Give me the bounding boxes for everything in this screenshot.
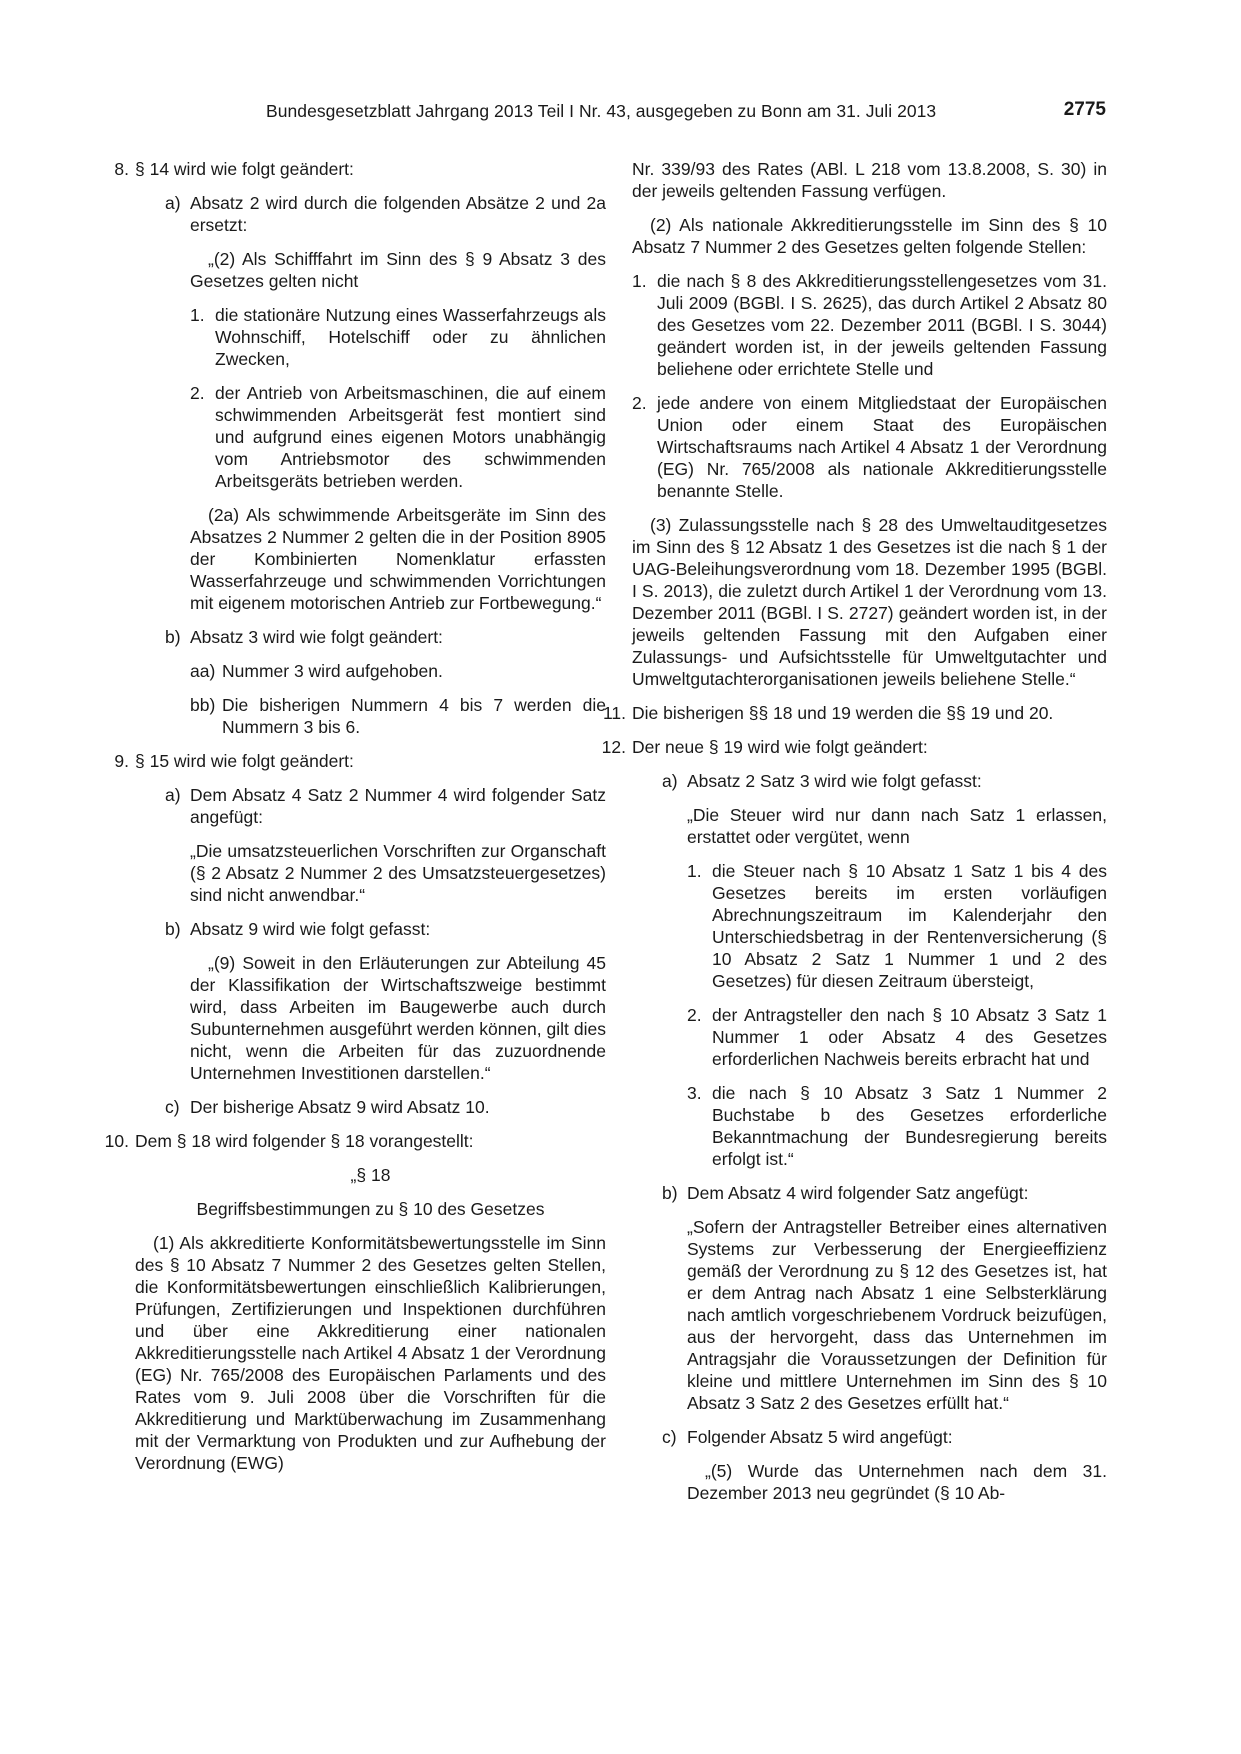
- list-item-12a-2: [687, 1004, 1107, 1070]
- item-text: Die bisherigen §§ 18 und 19 werden die §§ 19 und 20.: [632, 703, 1054, 723]
- section-heading: Begriffsbestimmungen zu § 10 des Gesetzes: [196, 1199, 545, 1219]
- item-label: a): [165, 785, 181, 805]
- section-number: „§ 18: [350, 1165, 391, 1185]
- paragraph-continuation: Nr. 339/93 des Rates (ABl. L 218 vom 13.8.2008, S. 30) in der jeweils geltenden Fassung verfügen.: [632, 159, 1107, 201]
- item-label: 1.: [190, 305, 205, 325]
- item-text: der Antrieb von Arbeitsmaschinen, die auf einem schwimmenden Arbeitsgerät fest montiert sind und aufgrund eines eigenen Motors unabhängig vom Antriebsmotor des schwimmenden Arbeitsgeräts betrieben werden.: [215, 383, 606, 491]
- item-label: 11.: [602, 703, 626, 723]
- item-label: a): [662, 771, 678, 791]
- item-text: der Antragsteller den nach § 10 Absatz 3 Satz 1 Nummer 1 oder Absatz 4 des Gesetzes erforderlichen Nachweis bereits erbracht hat und: [712, 1005, 1107, 1069]
- page-header: [266, 101, 1106, 127]
- list-item-9b: [165, 918, 606, 940]
- list-item-12a: [662, 770, 1107, 792]
- item-label: b): [165, 919, 181, 939]
- item-label: 10.: [104, 1131, 129, 1151]
- item-label: 1.: [687, 861, 702, 881]
- quoted-paragraph: „Die umsatzsteuerlichen Vorschriften zur Organschaft (§ 2 Absatz 2 Nummer 2 des Umsatzsteuergesetzes) sind nicht anwendbar.“: [190, 841, 606, 905]
- item-text: jede andere von einem Mitgliedstaat der Europäischen Union oder einem Staat des Europäischen Wirtschaftsraums nach Artikel 4 Absatz 1 der Verordnung (EG) Nr. 765/2008 als nationale Akkreditierungsstelle benannte Stelle.: [657, 393, 1107, 501]
- paragraph: (3) Zulassungsstelle nach § 28 des Umweltauditgesetzes im Sinn des § 12 Absatz 1 des Gesetzes ist die nach § 1 der UAG-Beleihungsverordnung vom 18. Dezember 1995 (BGBl. I S. 2013), die zuletzt durch Artikel 1 der Verordnung vom 13. Dezember 2011 (BGBl. I S. 2727) geändert worden ist, in der jeweils geltenden Fassung mit den Aufgaben einer Zulassungs- und Aufsichtsstelle für Umweltgutachter und Umweltgutachterorganisationen jeweils beliehene Stelle.“: [632, 515, 1107, 689]
- quoted-paragraph: „Die Steuer wird nur dann nach Satz 1 erlassen, erstattet oder vergütet, wenn: [687, 805, 1107, 847]
- item-label: 2.: [190, 383, 205, 403]
- list-item-12: [601, 736, 1107, 758]
- item-text: die nach § 8 des Akkreditierungsstellengesetzes vom 31. Juli 2009 (BGBl. I S. 2625), das durch Artikel 2 Absatz 80 des Gesetzes vom 22. Dezember 2011 (BGBl. I S. 3044) geändert worden ist, in der jeweils geltenden Fassung beliehene oder errichtete Stelle und: [657, 271, 1107, 379]
- list-item-9c: [165, 1096, 606, 1118]
- list-item-2-2: [632, 392, 1107, 502]
- list-item-8a: [165, 192, 606, 236]
- list-item-11: [602, 702, 1107, 724]
- item-text: Absatz 9 wird wie folgt gefasst:: [190, 919, 431, 939]
- item-text: Folgender Absatz 5 wird angefügt:: [687, 1427, 953, 1447]
- right-column: [601, 158, 1107, 1516]
- list-item-12c: [662, 1426, 1107, 1448]
- list-item-8a-1: [190, 304, 606, 370]
- list-item-8b-aa: [190, 660, 606, 682]
- item-label: 1.: [632, 271, 647, 291]
- list-item-8a-2: [190, 382, 606, 492]
- item-text: § 14 wird wie folgt geändert:: [135, 159, 354, 179]
- item-text: die nach § 10 Absatz 3 Satz 1 Nummer 2 Buchstabe b des Gesetzes erforderliche Bekanntmachung der Bundesregierung bereits erfolgt ist.“: [712, 1083, 1107, 1169]
- item-text: Nummer 3 wird aufgehoben.: [222, 661, 443, 681]
- item-label: bb): [190, 695, 216, 715]
- list-item-10: [104, 1130, 606, 1152]
- quoted-paragraph: „Sofern der Antragsteller Betreiber eines alternativen Systems zur Verbesserung der Energieeffizienz gemäß der Verordnung zu § 12 des Gesetzes ist, hat er dem Antrag nach Absatz 1 eine Selbsterklärung nach amtlich vorgeschriebenem Vordruck beizufügen, aus der hervorgeht, dass das Unternehmen im Antragsjahr die Voraussetzungen der Definition für kleine und mittlere Unternehmen im Sinn des § 10 Absatz 3 Satz 2 des Gesetzes erfüllt hat.“: [687, 1217, 1107, 1413]
- item-label: 8.: [114, 159, 129, 179]
- item-label: 9.: [114, 751, 129, 771]
- quoted-paragraph: (2a) Als schwimmende Arbeitsgeräte im Sinn des Absatzes 2 Nummer 2 gelten die in der Position 8905 der Kombinierten Nomenklatur erfassten Wasserfahrzeuge und schwimmenden Vorrichtungen mit eigenem motorischen Antrieb zur Fortbewegung.“: [190, 505, 606, 613]
- item-label: b): [165, 627, 181, 647]
- item-label: 2.: [632, 393, 647, 413]
- item-text: § 15 wird wie folgt geändert:: [135, 751, 354, 771]
- list-item-8: [114, 158, 606, 180]
- item-label: c): [662, 1427, 677, 1447]
- item-text: Dem Absatz 4 wird folgender Satz angefügt:: [687, 1183, 1029, 1203]
- item-text: Absatz 2 Satz 3 wird wie folgt gefasst:: [687, 771, 982, 791]
- item-text: Dem § 18 wird folgender § 18 vorangestellt:: [135, 1131, 474, 1151]
- item-label: a): [165, 193, 181, 213]
- item-label: aa): [190, 661, 216, 681]
- item-text: Der bisherige Absatz 9 wird Absatz 10.: [190, 1097, 490, 1117]
- quoted-paragraph: „(5) Wurde das Unternehmen nach dem 31. Dezember 2013 neu gegründet (§ 10 Ab-: [687, 1461, 1107, 1503]
- quoted-paragraph: „(2) Als Schifffahrt im Sinn des § 9 Absatz 3 des Gesetzes gelten nicht: [190, 249, 606, 291]
- item-text: Dem Absatz 4 Satz 2 Nummer 4 wird folgender Satz angefügt:: [190, 785, 606, 827]
- running-title: Bundesgesetzblatt Jahrgang 2013 Teil I Nr. 43, ausgegeben zu Bonn am 31. Juli 2013: [266, 101, 937, 121]
- item-label: 2.: [687, 1005, 702, 1025]
- list-item-9: [114, 750, 606, 772]
- item-text: Absatz 3 wird wie folgt geändert:: [190, 627, 443, 647]
- list-item-8b-bb: [190, 694, 606, 738]
- item-text: die Steuer nach § 10 Absatz 1 Satz 1 bis 4 des Gesetzes bereits im ersten vorläufigen Abrechnungszeitraum im Kalenderjahr den Unterschiedsbetrag in der Rentenversicherung (§ 10 Absatz 2 Satz 1 Nummer 1 und 2 des Gesetzes) für diesen Zeitraum übersteigt,: [712, 861, 1107, 991]
- item-label: c): [165, 1097, 180, 1117]
- left-column: [104, 158, 606, 1486]
- item-text: die stationäre Nutzung eines Wasserfahrzeugs als Wohnschiff, Hotelschiff oder zu ähnlichen Zwecken,: [215, 305, 606, 369]
- quoted-paragraph: „(9) Soweit in den Erläuterungen zur Abteilung 45 der Klassifikation der Wirtschaftszweige bestimmt wird, dass Arbeiten im Baugewerbe auch durch Subunternehmen ausgeführt werden können, gilt dies nicht, wenn die Arbeiten für das zuzuordnende Unternehmen Investitionen darstellen.“: [190, 953, 606, 1083]
- list-item-9a: [165, 784, 606, 828]
- item-label: 3.: [687, 1083, 702, 1103]
- item-label: 12.: [601, 737, 626, 757]
- list-item-2-1: [632, 270, 1107, 380]
- list-item-12a-3: [687, 1082, 1107, 1170]
- item-label: b): [662, 1183, 678, 1203]
- paragraph: (2) Als nationale Akkreditierungsstelle im Sinn des § 10 Absatz 7 Nummer 2 des Gesetzes gelten folgende Stellen:: [632, 215, 1107, 257]
- paragraph: (1) Als akkreditierte Konformitätsbewertungsstelle im Sinn des § 10 Absatz 7 Nummer 2 des Gesetzes gelten Stellen, die Konformitätsbewertungen einschließlich Kalibrierungen, Prüfungen, Zertifizierungen und Inspektionen durchführen und über eine Akkreditierung einer nationalen Akkreditierungsstelle nach Artikel 4 Absatz 1 der Verordnung (EG) Nr. 765/2008 des Europäischen Parlaments und des Rates vom 9. Juli 2008 über die Vorschriften für die Akkreditierung und Marktüberwachung im Zusammenhang mit der Vermarktung von Produkten und zur Aufhebung der Verordnung (EWG): [135, 1233, 606, 1473]
- list-item-8b: [165, 626, 606, 648]
- list-item-12a-1: [687, 860, 1107, 992]
- item-text: Die bisherigen Nummern 4 bis 7 werden die Nummern 3 bis 6.: [222, 695, 606, 737]
- item-text: Absatz 2 wird durch die folgenden Absätze 2 und 2a ersetzt:: [190, 193, 606, 235]
- list-item-12b: [662, 1182, 1107, 1204]
- item-text: Der neue § 19 wird wie folgt geändert:: [632, 737, 928, 757]
- page-number: 2775: [1063, 99, 1106, 120]
